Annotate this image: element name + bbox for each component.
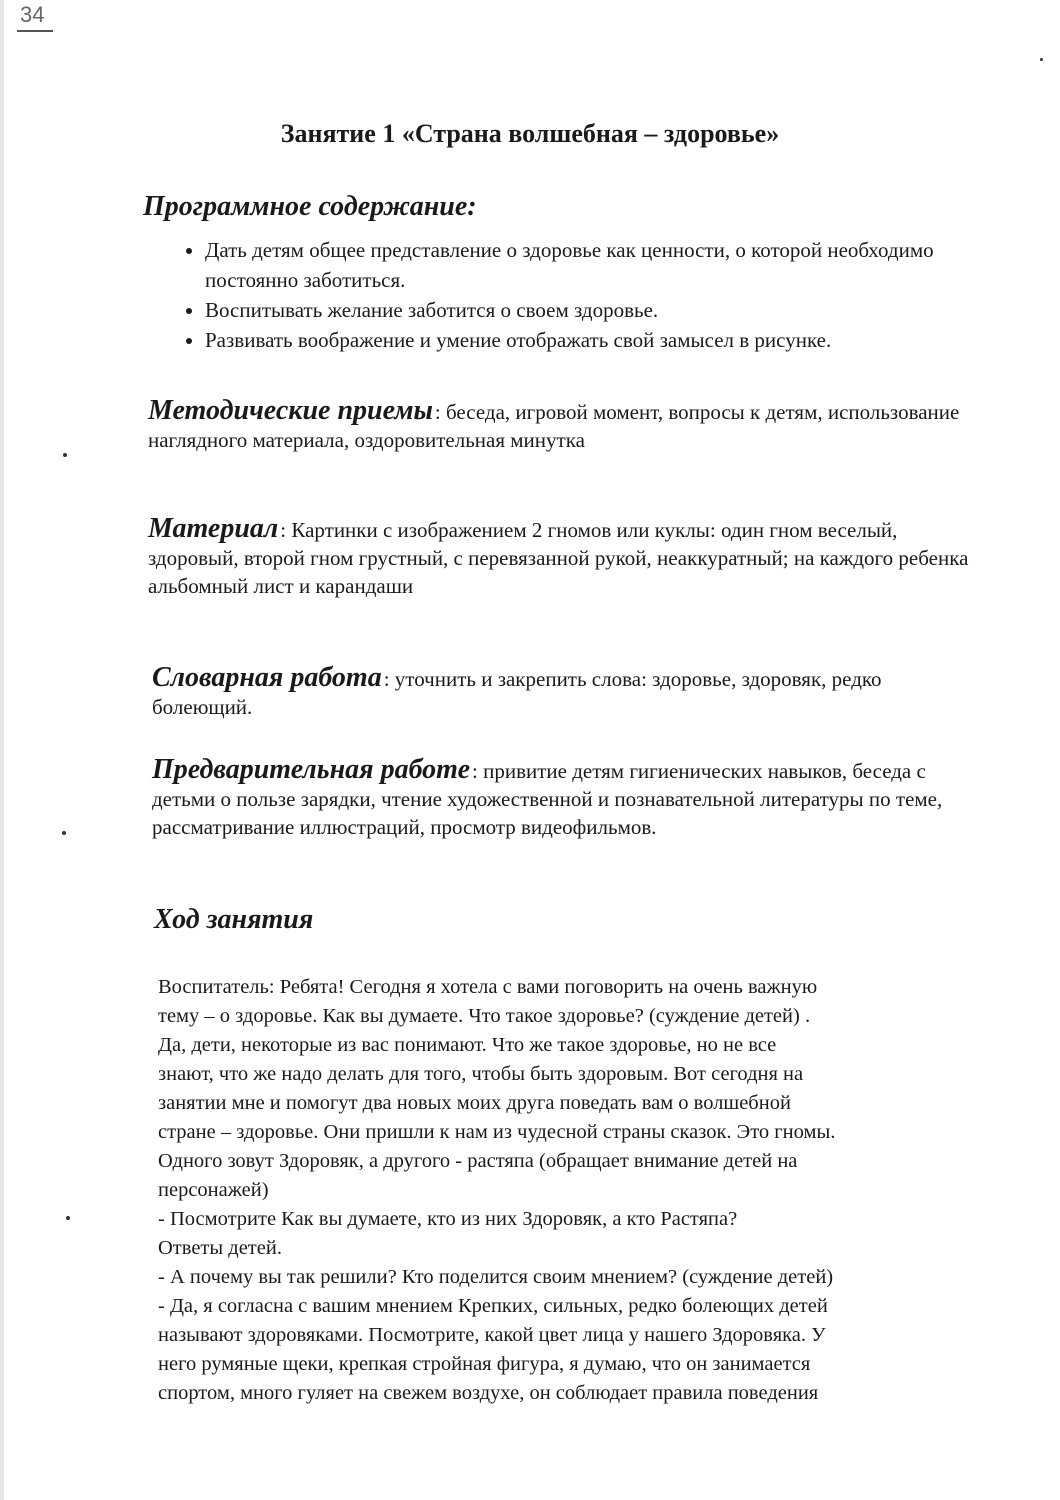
program-heading: Программное содержание: xyxy=(143,191,477,222)
text-line: - Посмотрите Как вы думаете, кто из них Здоровяк, а кто Растяпа? xyxy=(158,1208,738,1230)
scan-speck xyxy=(66,1216,70,1220)
methods-text: : беседа, игровой момент, вопросы к детям, использование наглядного материала, оздоровительная минутка xyxy=(148,400,960,452)
course-heading: Ход занятия xyxy=(154,904,314,935)
methods-heading: Методические приемы xyxy=(148,395,433,426)
prelim-text: : привитие детям гигиенических навыков, беседа с детьми о пользе зарядки, чтение художественной и познавательной литературы по теме, рассматривание иллюстраций, просмотр видеофильмов. xyxy=(152,759,943,839)
text-line: спортом, много гуляет на свежем воздухе, он соблюдает правила поведения xyxy=(158,1382,819,1404)
text-line: знают, что же надо делать для того, чтобы быть здоровым. Вот сегодня на xyxy=(158,1063,804,1085)
page-number: 34 xyxy=(20,2,45,27)
text-line: стране – здоровье. Они пришли к нам из чудесной страны сказок. Это гномы. xyxy=(158,1121,836,1143)
material-heading: Материал xyxy=(148,513,279,544)
page-number-underline xyxy=(17,30,53,32)
program-list xyxy=(143,235,963,355)
lesson-body xyxy=(158,973,998,1408)
text-line: - Да, я согласна с вашим мнением Крепких, сильных, редко болеющих детей xyxy=(158,1295,828,1317)
text-line: - А почему вы так решили? Кто поделится своим мнением? (суждение детей) xyxy=(158,1266,834,1288)
scan-speck xyxy=(1040,58,1043,61)
text-line: него румяные щеки, крепкая стройная фигура, я думаю, что он занимается xyxy=(158,1353,811,1375)
material-section xyxy=(148,515,978,600)
scan-edge xyxy=(0,0,4,1500)
document-title: Занятие 1 «Страна волшебная – здоровье» xyxy=(280,119,780,148)
prelim-heading: Предварительная работе xyxy=(152,754,471,785)
list-item: • Воспитывать желание заботится о своем здоровье. xyxy=(205,295,963,325)
text-line: тему – о здоровье. Как вы думаете. Что такое здоровье? (суждение детей) . xyxy=(158,1005,811,1027)
text-line: называют здоровяками. Посмотрите, какой цвет лица у нашего Здоровяка. У xyxy=(158,1324,826,1346)
prelim-section xyxy=(152,756,982,841)
text-line: занятии мне и помогут два новых моих друга поведать вам о волшебной xyxy=(158,1092,791,1114)
list-item: • Развивать воображение и умение отображать свой замысел в рисунке. xyxy=(205,325,963,355)
material-text: : Картинки с изображением 2 гномов или куклы: один гном веселый, здоровый, второй гном грустный, с перевязанной рукой, неаккуратный; на каждого ребенка альбомный лист и карандаши xyxy=(148,518,969,598)
vocab-text: : уточнить и закрепить слова: здоровье, здоровяк, редко болеющий. xyxy=(152,667,882,719)
text-line: Да, дети, некоторые из вас понимают. Что же такое здоровье, но не все xyxy=(158,1034,777,1056)
text-line: персонажей) xyxy=(158,1179,269,1201)
text-line: Ответы детей. xyxy=(158,1237,282,1259)
scan-speck xyxy=(62,831,66,835)
text-line: Одного зовут Здоровяк, а другого - растяпа (обращает внимание детей на xyxy=(158,1150,798,1172)
list-item: • Дать детям общее представление о здоровье как ценности, о которой необходимо постоянно заботиться. xyxy=(205,235,963,295)
text-line: Воспитатель: Ребята! Сегодня я хотела с вами поговорить на очень важную xyxy=(158,976,818,998)
scan-speck xyxy=(63,453,67,457)
methods-section xyxy=(148,397,978,454)
program-section xyxy=(143,191,963,355)
vocab-section xyxy=(152,664,982,721)
vocab-heading: Словарная работа xyxy=(152,662,382,693)
